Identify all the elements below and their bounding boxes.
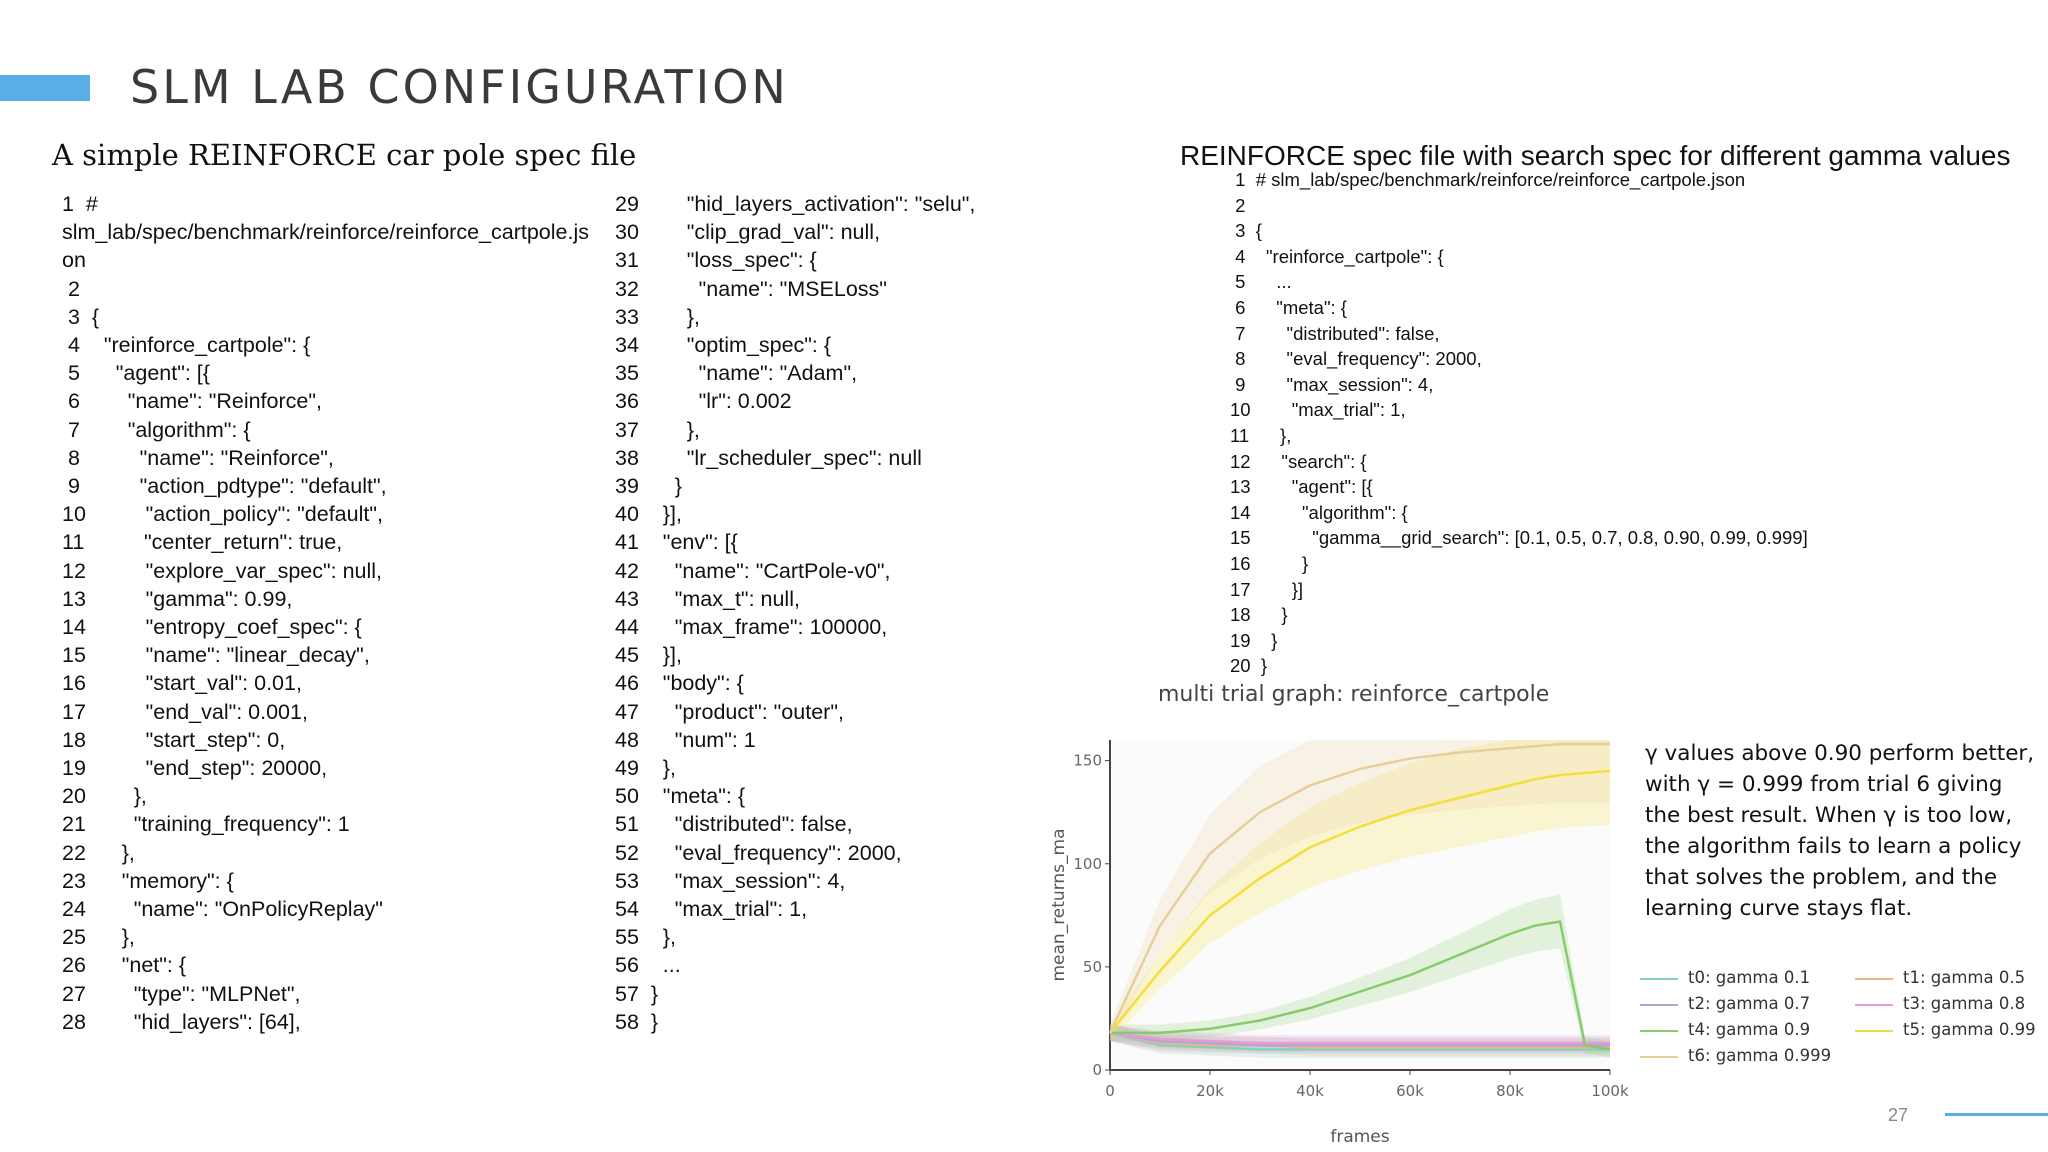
- right-heading: REINFORCE spec file with search spec for different gamma values: [1180, 140, 2011, 171]
- code-line: 56 ...: [615, 953, 681, 978]
- code-line: 4 "reinforce_cartpole": {: [62, 333, 311, 358]
- legend-label: t3: gamma 0.8: [1903, 994, 2026, 1013]
- x-tick-label: 80k: [1496, 1082, 1524, 1100]
- code-line: 16 "start_val": 0.01,: [62, 671, 302, 696]
- code-line: 17 "end_val": 0.001,: [62, 699, 308, 724]
- y-axis-label: mean_returns_ma: [1049, 828, 1069, 982]
- code-line: 13 "agent": [{: [1230, 476, 1373, 498]
- code-line: 6 "name": "Reinforce",: [62, 389, 322, 414]
- code-line: 2: [62, 276, 80, 301]
- x-tick-label: 40k: [1296, 1082, 1324, 1100]
- code-line: 17 }]: [1230, 578, 1304, 600]
- code-line: 25 },: [62, 925, 135, 950]
- code-line: 16 }: [1230, 552, 1309, 574]
- chart-title: multi trial graph: reinforce_cartpole: [1158, 682, 1550, 707]
- code-line: 2: [1230, 194, 1246, 216]
- code-line: 20 }: [1230, 655, 1268, 677]
- code-line: 37 },: [615, 417, 700, 442]
- x-tick-label: 100k: [1591, 1082, 1629, 1100]
- y-tick-label: 100: [1073, 854, 1102, 873]
- legend-item: [1640, 968, 1810, 987]
- code-line: 14 "algorithm": {: [1230, 501, 1408, 523]
- legend-swatch: [1855, 1004, 1893, 1006]
- code-line: 44 "max_frame": 100000,: [615, 615, 888, 640]
- legend-item: [1640, 994, 1810, 1013]
- legend-swatch: [1640, 1056, 1678, 1058]
- code-line: 22 },: [62, 840, 135, 865]
- code-line: 10 "max_trial": 1,: [1230, 399, 1406, 421]
- code-line: 19 }: [1230, 629, 1278, 651]
- page-number-line: [1945, 1113, 2048, 1116]
- legend-label: t2: gamma 0.7: [1688, 994, 1811, 1013]
- legend-label: t4: gamma 0.9: [1688, 1020, 1811, 1039]
- code-line: 54 "max_trial": 1,: [615, 897, 808, 922]
- code-line: 55 },: [615, 925, 676, 950]
- code-line: 50 "meta": {: [615, 784, 745, 809]
- code-line: 12 "search": {: [1230, 450, 1367, 472]
- legend-label: t5: gamma 0.99: [1903, 1020, 2036, 1039]
- code-line: 43 "max_t": null,: [615, 586, 800, 611]
- code-line: 49 },: [615, 756, 676, 781]
- code-line: 47 "product": "outer",: [615, 699, 844, 724]
- code-line: 15 "name": "linear_decay",: [62, 643, 370, 668]
- code-line: 26 "net": {: [62, 953, 187, 978]
- legend-label: t1: gamma 0.5: [1903, 968, 2026, 987]
- code-line: 8 "eval_frequency": 2000,: [1230, 348, 1482, 370]
- code-line: 48 "num": 1: [615, 727, 756, 752]
- chart-note: γ values above 0.90 perform better, with γ = 0.999 from trial 6 giving the best result. When γ is too low, the algorithm fails to learn a policy that solves the problem, and the learning curve stays flat.: [1645, 741, 2035, 921]
- code-line: 3 {: [1230, 220, 1262, 242]
- legend-label: t6: gamma 0.999: [1688, 1046, 1832, 1065]
- code-line: 30 "clip_grad_val": null,: [615, 220, 881, 245]
- code-line: 28 "hid_layers": [64],: [62, 1009, 301, 1034]
- code-block-left-col1: [62, 190, 589, 1036]
- code-line: 8 "name": "Reinforce",: [62, 445, 334, 470]
- code-line: 7 "distributed": false,: [1230, 322, 1440, 344]
- code-line: 6 "meta": {: [1230, 296, 1347, 318]
- slide-title: SLM LAB CONFIGURATION: [130, 60, 789, 114]
- code-line: 15 "gamma__grid_search": [0.1, 0.5, 0.7, 0.8, 0.90, 0.99, 0.999]: [1230, 527, 1808, 549]
- legend-item: [1855, 1020, 2036, 1039]
- legend-swatch: [1640, 1030, 1678, 1032]
- code-line: 1 #: [62, 192, 98, 216]
- code-line: 11 },: [1230, 424, 1292, 446]
- x-tick-label: 0: [1105, 1082, 1115, 1100]
- code-line: 9 "action_pdtype": "default",: [62, 474, 387, 499]
- code-line: 9 "max_session": 4,: [1230, 373, 1434, 395]
- code-line: 51 "distributed": false,: [615, 812, 853, 837]
- code-line: 46 "body": {: [615, 671, 744, 696]
- accent-bar: [0, 75, 90, 101]
- code-line: 3 {: [62, 304, 100, 329]
- code-line: 38 "lr_scheduler_spec": null: [615, 445, 922, 470]
- code-line: 12 "explore_var_spec": null,: [62, 558, 383, 583]
- code-line: 1 # slm_lab/spec/benchmark/reinforce/reinforce_cartpole.json: [1230, 169, 1746, 190]
- code-line: 57 }: [615, 981, 659, 1006]
- legend-swatch: [1855, 978, 1893, 980]
- y-tick-label: 150: [1073, 751, 1102, 770]
- code-line: 41 "env": [{: [615, 530, 738, 555]
- code-line: 52 "eval_frequency": 2000,: [615, 840, 902, 865]
- code-line: 13 "gamma": 0.99,: [62, 586, 293, 611]
- code-line: 40 }],: [615, 502, 682, 527]
- left-heading: A simple REINFORCE car pole spec file: [52, 138, 637, 172]
- code-line: 18 "start_step": 0,: [62, 727, 286, 752]
- code-line: 58 }: [615, 1009, 659, 1034]
- code-line: 18 }: [1230, 604, 1288, 626]
- code-line: 24 "name": "OnPolicyReplay": [62, 897, 383, 922]
- code-line: slm_lab/spec/benchmark/reinforce/reinforce_cartpole.js: [62, 220, 589, 245]
- code-line: 20 },: [62, 784, 147, 809]
- chart-plot: [1040, 700, 1640, 1150]
- code-line: 53 "max_session": 4,: [615, 868, 846, 893]
- code-line: 33 },: [615, 304, 700, 329]
- code-line: 14 "entropy_coef_spec": {: [62, 615, 362, 640]
- code-line: 42 "name": "CartPole-v0",: [615, 558, 891, 583]
- code-line: 5 ...: [1230, 271, 1292, 293]
- code-line: 21 "training_frequency": 1: [62, 812, 350, 837]
- page-number: 27: [1888, 1105, 1909, 1125]
- code-line: 27 "type": "MLPNet",: [62, 981, 301, 1006]
- code-block-left-col2: [615, 190, 975, 1036]
- code-line: 10 "action_policy": "default",: [62, 502, 383, 527]
- legend-item: [1640, 1020, 1810, 1039]
- code-line: 35 "name": "Adam",: [615, 361, 858, 386]
- y-tick-label: 0: [1092, 1061, 1102, 1079]
- legend-label: t0: gamma 0.1: [1688, 968, 1811, 987]
- code-line: 31 "loss_spec": {: [615, 248, 817, 273]
- x-tick-label: 60k: [1396, 1082, 1424, 1100]
- legend-swatch: [1855, 1030, 1893, 1032]
- y-tick-label: 50: [1082, 957, 1102, 976]
- x-axis-label: frames: [1330, 1127, 1390, 1147]
- legend-item: [1855, 994, 2025, 1013]
- code-line: 34 "optim_spec": {: [615, 333, 832, 358]
- x-tick-label: 20k: [1196, 1082, 1224, 1100]
- code-line: 39 }: [615, 474, 682, 499]
- legend-swatch: [1640, 1004, 1678, 1006]
- legend-item: [1855, 968, 2025, 987]
- code-line: 29 "hid_layers_activation": "selu",: [615, 192, 976, 216]
- code-line: on: [62, 248, 86, 273]
- code-line: 45 }],: [615, 643, 682, 668]
- code-line: 23 "memory": {: [62, 868, 234, 893]
- legend-swatch: [1640, 978, 1678, 980]
- legend-item: [1640, 1046, 1831, 1065]
- code-line: 36 "lr": 0.002: [615, 389, 792, 414]
- code-line: 19 "end_step": 20000,: [62, 756, 328, 781]
- code-line: 7 "algorithm": {: [62, 417, 251, 442]
- code-line: 4 "reinforce_cartpole": {: [1230, 245, 1444, 267]
- code-line: 5 "agent": [{: [62, 361, 210, 386]
- code-line: 11 "center_return": true,: [62, 530, 343, 555]
- code-line: 32 "name": "MSELoss": [615, 276, 887, 301]
- code-block-right: [1230, 167, 1808, 679]
